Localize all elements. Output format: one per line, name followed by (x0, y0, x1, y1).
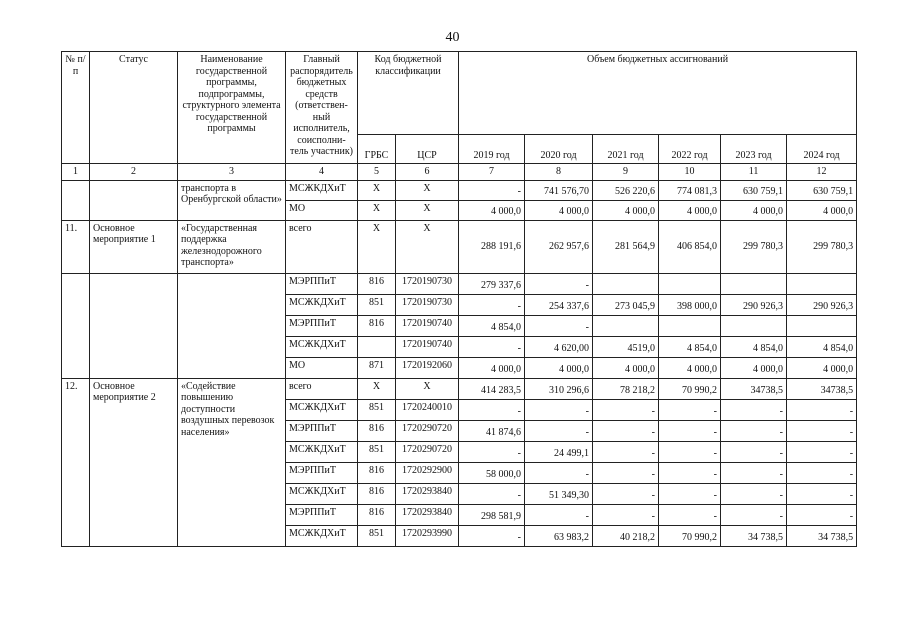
executor-cell: МЭРППиТ (286, 504, 358, 525)
name-cell: «Государственная поддержка железнодорожного транспорта» (178, 220, 286, 273)
column-number: 11 (721, 164, 787, 181)
csr-cell: 1720192060 (396, 357, 459, 378)
value-cell: 414 283,5 (459, 378, 525, 399)
value-cell: 58 000,0 (459, 462, 525, 483)
executor-cell: МО (286, 357, 358, 378)
column-number: 7 (459, 164, 525, 181)
grbs-cell: 816 (358, 315, 396, 336)
executor-cell: МЭРППиТ (286, 315, 358, 336)
value-cell: - (721, 420, 787, 441)
executor-cell: МСЖКДХиТ (286, 525, 358, 546)
value-cell: 4 854,0 (787, 336, 857, 357)
csr-cell: 1720293840 (396, 504, 459, 525)
value-cell: - (593, 504, 659, 525)
value-cell: - (659, 504, 721, 525)
grbs-cell (358, 336, 396, 357)
value-cell: 299 780,3 (787, 220, 857, 273)
executor-cell: МСЖКДХиТ (286, 180, 358, 200)
header-row (62, 52, 857, 135)
csr-cell: Х (396, 378, 459, 399)
value-cell: - (525, 420, 593, 441)
value-cell: 630 759,1 (787, 180, 857, 200)
page-number: 40 (445, 30, 460, 45)
header-year: 2022 год (659, 135, 721, 164)
csr-cell: 1720293840 (396, 483, 459, 504)
grbs-cell: 816 (358, 273, 396, 294)
csr-cell: Х (396, 220, 459, 273)
value-cell: - (459, 399, 525, 420)
num-cell (62, 273, 90, 378)
value-cell: 34 738,5 (787, 525, 857, 546)
value-cell: 51 349,30 (525, 483, 593, 504)
value-cell (593, 315, 659, 336)
executor-cell: МСЖКДХиТ (286, 399, 358, 420)
value-cell: - (593, 441, 659, 462)
value-cell: - (787, 441, 857, 462)
header-year: 2019 год (459, 135, 525, 164)
value-cell: 299 780,3 (721, 220, 787, 273)
status-cell: Основное мероприятие 1 (90, 220, 178, 273)
executor-cell: МСЖКДХиТ (286, 441, 358, 462)
column-numbers-row (62, 164, 857, 181)
grbs-cell: Х (358, 200, 396, 220)
header-executor: Главный распорядитель бюджетных средств (ответствен-ный исполнитель, соисполни-тель участник) (286, 52, 358, 164)
table-row (62, 378, 857, 399)
value-cell: 70 990,2 (659, 525, 721, 546)
column-number: 1 (62, 164, 90, 181)
value-cell: - (593, 462, 659, 483)
value-cell: - (593, 420, 659, 441)
value-cell: - (659, 462, 721, 483)
value-cell (659, 315, 721, 336)
executor-cell: МО (286, 200, 358, 220)
value-cell (659, 273, 721, 294)
column-number: 3 (178, 164, 286, 181)
column-number: 6 (396, 164, 459, 181)
header-status: Статус (90, 52, 178, 164)
value-cell: - (459, 483, 525, 504)
value-cell: 4 000,0 (525, 200, 593, 220)
value-cell: 4 000,0 (659, 357, 721, 378)
column-number: 10 (659, 164, 721, 181)
csr-cell: 1720190730 (396, 294, 459, 315)
value-cell: 279 337,6 (459, 273, 525, 294)
grbs-cell: 851 (358, 399, 396, 420)
value-cell: 34738,5 (787, 378, 857, 399)
value-cell: - (659, 420, 721, 441)
value-cell: - (721, 399, 787, 420)
value-cell: 34738,5 (721, 378, 787, 399)
value-cell: 630 759,1 (721, 180, 787, 200)
value-cell: - (787, 462, 857, 483)
column-number: 5 (358, 164, 396, 181)
value-cell: - (459, 180, 525, 200)
value-cell: 4 000,0 (787, 357, 857, 378)
value-cell: - (721, 504, 787, 525)
column-number: 4 (286, 164, 358, 181)
header-year: 2024 год (787, 135, 857, 164)
value-cell: 398 000,0 (659, 294, 721, 315)
column-number: 12 (787, 164, 857, 181)
executor-cell: МСЖКДХиТ (286, 336, 358, 357)
value-cell: - (787, 483, 857, 504)
value-cell: 34 738,5 (721, 525, 787, 546)
value-cell: 24 499,1 (525, 441, 593, 462)
header-volume: Объем бюджетных ассигнований (459, 52, 857, 135)
csr-cell: 1720190740 (396, 315, 459, 336)
value-cell: - (459, 525, 525, 546)
csr-cell: 1720190730 (396, 273, 459, 294)
num-cell (62, 180, 90, 220)
value-cell: 4 620,00 (525, 336, 593, 357)
value-cell: 254 337,6 (525, 294, 593, 315)
header-year: 2020 год (525, 135, 593, 164)
header-year: 2023 год (721, 135, 787, 164)
value-cell: 78 218,2 (593, 378, 659, 399)
grbs-cell: Х (358, 220, 396, 273)
csr-cell: 1720290720 (396, 420, 459, 441)
table-row (62, 273, 857, 294)
csr-cell: 1720190740 (396, 336, 459, 357)
column-number: 9 (593, 164, 659, 181)
csr-cell: 1720240010 (396, 399, 459, 420)
table-row (62, 220, 857, 273)
value-cell: 4 000,0 (459, 357, 525, 378)
value-cell: - (721, 462, 787, 483)
column-number: 8 (525, 164, 593, 181)
value-cell: 262 957,6 (525, 220, 593, 273)
value-cell: 310 296,6 (525, 378, 593, 399)
value-cell: 774 081,3 (659, 180, 721, 200)
grbs-cell: 816 (358, 420, 396, 441)
csr-cell: 1720290720 (396, 441, 459, 462)
value-cell: - (787, 504, 857, 525)
csr-cell: Х (396, 200, 459, 220)
value-cell: - (459, 336, 525, 357)
header-budget-code: Код бюджетной классификации (358, 52, 459, 135)
value-cell: - (721, 441, 787, 462)
csr-cell: Х (396, 180, 459, 200)
value-cell: 281 564,9 (593, 220, 659, 273)
value-cell: - (593, 483, 659, 504)
value-cell: - (459, 441, 525, 462)
value-cell: - (593, 399, 659, 420)
value-cell: 4 854,0 (721, 336, 787, 357)
value-cell: 290 926,3 (721, 294, 787, 315)
grbs-cell: 851 (358, 294, 396, 315)
value-cell: 40 218,2 (593, 525, 659, 546)
value-cell: - (787, 420, 857, 441)
header-name: Наименование государственной программы, подпрограммы, структурного элемента государственной программы (178, 52, 286, 164)
grbs-cell: Х (358, 180, 396, 200)
value-cell: 288 191,6 (459, 220, 525, 273)
value-cell: - (659, 441, 721, 462)
name-cell: транспорта в Оренбургской области» (178, 180, 286, 220)
value-cell: - (659, 483, 721, 504)
table-body (62, 52, 857, 547)
value-cell: - (721, 483, 787, 504)
value-cell: 4 000,0 (459, 200, 525, 220)
value-cell: - (525, 462, 593, 483)
grbs-cell: 816 (358, 504, 396, 525)
value-cell: 63 983,2 (525, 525, 593, 546)
grbs-cell: 871 (358, 357, 396, 378)
value-cell: 41 874,6 (459, 420, 525, 441)
executor-cell: МЭРППиТ (286, 273, 358, 294)
value-cell: 4 000,0 (659, 200, 721, 220)
csr-cell: 1720292900 (396, 462, 459, 483)
value-cell: - (659, 399, 721, 420)
value-cell: 4519,0 (593, 336, 659, 357)
value-cell: 4 000,0 (721, 200, 787, 220)
value-cell: 406 854,0 (659, 220, 721, 273)
grbs-cell: 816 (358, 462, 396, 483)
value-cell: - (525, 399, 593, 420)
grbs-cell: 851 (358, 441, 396, 462)
value-cell: 4 000,0 (593, 357, 659, 378)
value-cell: 526 220,6 (593, 180, 659, 200)
status-cell (90, 180, 178, 220)
executor-cell: МЭРППиТ (286, 462, 358, 483)
header-num: № п/п (62, 52, 90, 164)
grbs-cell: 851 (358, 525, 396, 546)
column-number: 2 (90, 164, 178, 181)
executor-cell: МЭРППиТ (286, 420, 358, 441)
value-cell: 4 854,0 (659, 336, 721, 357)
value-cell: 4 000,0 (721, 357, 787, 378)
value-cell (721, 273, 787, 294)
value-cell (787, 273, 857, 294)
value-cell: 741 576,70 (525, 180, 593, 200)
status-cell: Основное мероприятие 2 (90, 378, 178, 546)
executor-cell: всего (286, 378, 358, 399)
name-cell: «Содействие повышению доступности воздушных перевозок населения» (178, 378, 286, 546)
executor-cell: МСЖКДХиТ (286, 483, 358, 504)
table-row (62, 180, 857, 200)
value-cell: 70 990,2 (659, 378, 721, 399)
value-cell (593, 273, 659, 294)
grbs-cell: Х (358, 378, 396, 399)
value-cell: 290 926,3 (787, 294, 857, 315)
budget-table (61, 51, 857, 547)
value-cell: 273 045,9 (593, 294, 659, 315)
grbs-cell: 816 (358, 483, 396, 504)
value-cell: 4 000,0 (525, 357, 593, 378)
status-cell (90, 273, 178, 378)
value-cell: 298 581,9 (459, 504, 525, 525)
name-cell (178, 273, 286, 378)
value-cell (721, 315, 787, 336)
value-cell: - (525, 273, 593, 294)
csr-cell: 1720293990 (396, 525, 459, 546)
value-cell: 4 000,0 (787, 200, 857, 220)
value-cell: - (787, 399, 857, 420)
value-cell: 4 000,0 (593, 200, 659, 220)
header-grbs: ГРБС (358, 135, 396, 164)
header-csr: ЦСР (396, 135, 459, 164)
value-cell: - (525, 504, 593, 525)
num-cell: 11. (62, 220, 90, 273)
header-year: 2021 год (593, 135, 659, 164)
value-cell: - (459, 294, 525, 315)
value-cell: 4 854,0 (459, 315, 525, 336)
value-cell: - (525, 315, 593, 336)
executor-cell: всего (286, 220, 358, 273)
value-cell (787, 315, 857, 336)
executor-cell: МСЖКДХиТ (286, 294, 358, 315)
num-cell: 12. (62, 378, 90, 546)
